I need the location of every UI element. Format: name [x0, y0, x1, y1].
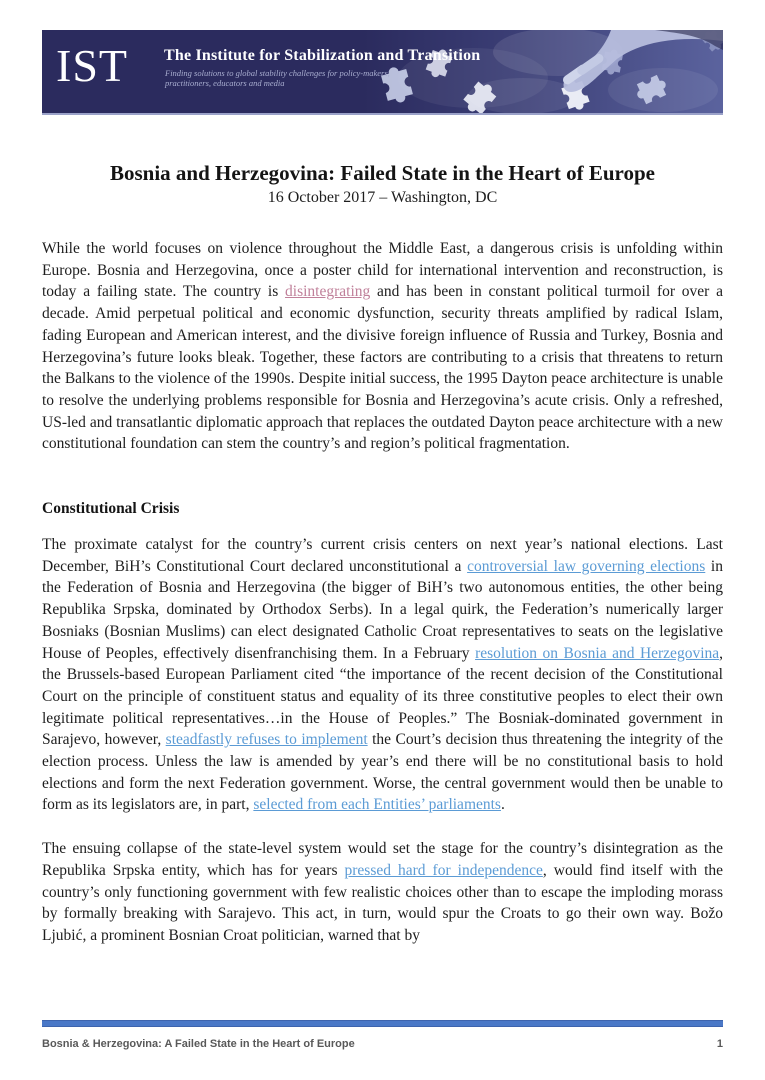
text-run: . — [500, 796, 505, 814]
document-body — [42, 115, 723, 947]
ist-logo: IST — [56, 40, 128, 91]
text-run: The proximate catalyst for the country’s current crisis centers on next year’s national elections. Last December, BiH’s Constitutional Court declared unconstitutional a — [42, 536, 723, 575]
text-run: in the Federation of Bosnia and Herzegovina (the bigger of BiH’s two autonomous entities, the other being Republika Srpska, dominated by Orthodox Serbs). In a legal quirk, the Federation’s numerically larger Bosniaks (Bosnian Muslims) can elect designated Catholic Croat representatives to seats on the legislative House of Peoples, effectively disenfranchising them. In a February — [42, 557, 723, 662]
dateline: 16 October 2017 – Washington, DC — [267, 189, 498, 206]
text-run: The ensuing collapse of the state-level system would set the stage for the country’s disintegration as the Republika Srpska entity, which has for years — [42, 840, 723, 879]
text-run: , the Brussels-based European Parliament cited “the importance of the recent decision of the Constitutional Court on the principle of constituent status and equality of its three constitutive peoples to elect their own legitimate political representatives…in the House of Peoples.” The Bosniak-dominated government in Sarajevo, however, — [42, 644, 724, 749]
paragraph-intro — [42, 238, 723, 455]
link-disintegrating[interactable]: disintegrating — [285, 283, 371, 301]
org-name: The Institute for Stabilization and Transition — [164, 47, 481, 64]
org-tagline: Finding solutions to global stability challenges for policy-makers, practitioners, educators and media — [165, 68, 390, 88]
text-run: the Court’s decision thus threatening the integrity of the election process. Unless the law is amended by year’s end there will be no constitutional basis to hold elections and form the next Federation government. Worse, the central government would then be unable to form as its legislators are, in part, — [42, 731, 723, 814]
footer-rule — [42, 1020, 723, 1027]
ist-header-banner — [42, 30, 723, 115]
paragraph-collapse — [42, 838, 723, 947]
text-run: and has been in constant political turmoil for over a decade. Amid perpetual political and economic dysfunction, security threats amplified by radical Islam, fading European and American interest, and the divisive foreign influence of Russia and Turkey, Bosnia and Herzegovina’s future looks bleak. Together, these factors are contributing to a crisis that threatens to return the Balkans to the violence of the 1990s. Despite initial success, the 1995 Dayton peace architecture is unable to resolve the underlying problems responsible for Bosnia and Herzegovina’s acute crisis. Only a refreshed, US-led and transatlantic diplomatic approach that replaces the outdated Dayton peace architecture with a new constitutional foundation can stem the country’s and region’s political fragmentation. — [42, 283, 723, 453]
link-pressed-independence[interactable]: pressed hard for independence — [344, 861, 543, 879]
text-run: While the world focuses on violence throughout the Middle East, a dangerous crisis is unfolding within Europe. Bosnia and Herzegovina, once a poster child for international intervention and reconstruction, is today a failing state. The country is — [42, 240, 723, 301]
text-run: , would find itself with the country’s only functioning government with few realistic choices other than to escape the imploding morass by formally breaking with Sarajevo. This act, in turn, would spur the Croats to go their own way. Božo Ljubić, a prominent Bosnian Croat politician, warned that by — [42, 861, 724, 944]
footer-running-title: Bosnia & Herzegovina: A Failed State in the Heart of Europe — [42, 1038, 355, 1050]
link-refuses-implement[interactable]: steadfastly refuses to implement — [165, 731, 368, 749]
document-title: Bosnia and Herzegovina: Failed State in the Heart of Europe — [109, 161, 655, 185]
link-controversial-law[interactable]: controversial law governing elections — [467, 557, 706, 575]
page-number: 1 — [716, 1038, 723, 1050]
link-selected-parliaments[interactable]: selected from each Entities’ parliaments — [253, 796, 501, 814]
link-eu-resolution[interactable]: resolution on Bosnia and Herzegovina — [475, 644, 720, 662]
paragraph-constitutional-crisis — [42, 534, 723, 816]
section-heading-constitutional-crisis: Constitutional Crisis — [42, 500, 180, 518]
